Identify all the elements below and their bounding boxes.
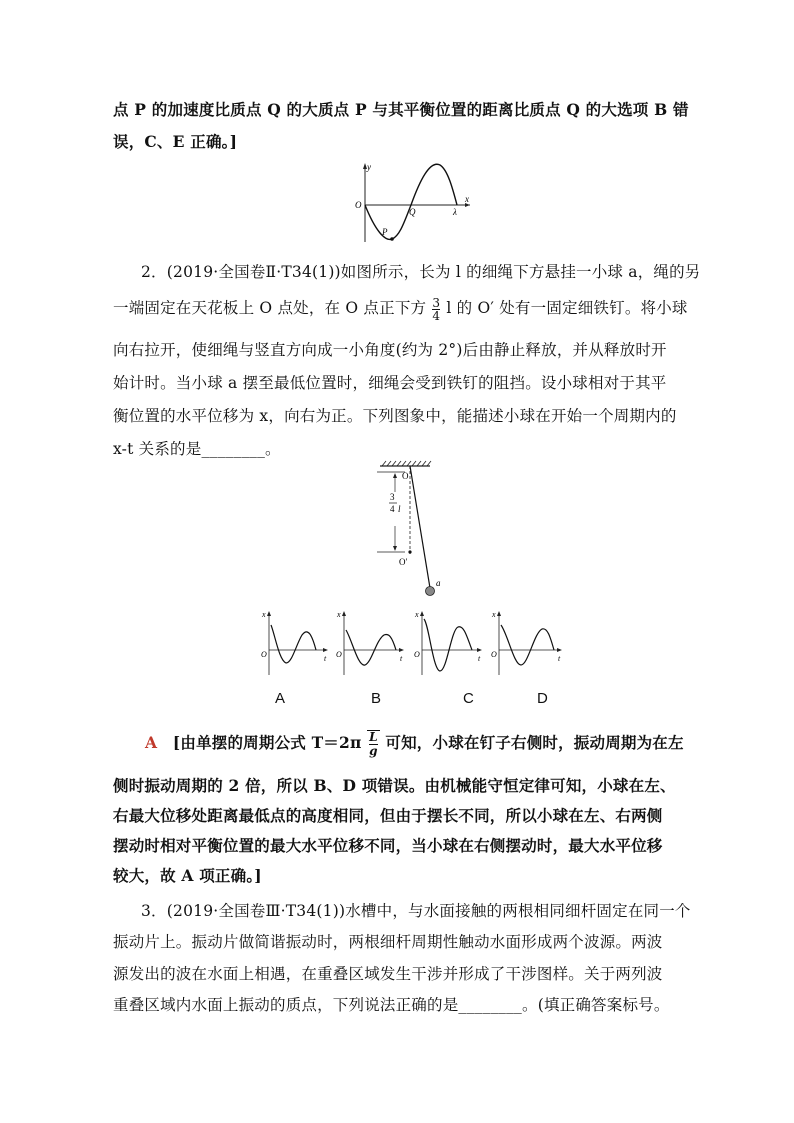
option-graphs xyxy=(258,605,568,680)
solution1-line2: 误，C、E 正确。] xyxy=(113,132,238,151)
question2-line3: 向右拉开，使细绳与竖直方向成一小角度(约为 2°)后由静止释放，并从释放时开 xyxy=(113,341,667,359)
solution2-line3: 右最大位移处距离最低点的高度相同，但由于摆长不同，所以小球在左、右两侧 xyxy=(113,806,663,825)
option-label-b: B xyxy=(371,690,382,707)
question2-line2 xyxy=(113,296,688,322)
wave-curve xyxy=(365,164,457,239)
point-p xyxy=(390,237,394,241)
wave-q-label: Q xyxy=(409,207,416,217)
question3-line2: 振动片上。振动片做简谐振动时，两根细杆周期性触动水面形成两个波源。两波 xyxy=(113,933,663,951)
graph-a xyxy=(261,610,328,675)
pend-frac-den: 4 xyxy=(390,504,395,514)
pendulum-ball xyxy=(426,587,435,596)
svg-text:O: O xyxy=(491,650,497,659)
solution2-line5: 较大，故 A 项正确。] xyxy=(113,866,262,885)
graph-b xyxy=(336,610,404,675)
svg-text:x: x xyxy=(262,610,266,619)
dim-arrow-bottom xyxy=(393,546,397,551)
pend-o-label: O xyxy=(402,471,409,481)
question2-line2-post: l 的 O′ 处有一固定细铁钉。将小球 xyxy=(446,299,688,317)
wave-origin-label: O xyxy=(355,200,362,210)
question2-line5: 衡位置的水平位移为 x，向右为正。下列图象中，能描述小球在开始一个周期内的 xyxy=(113,407,677,425)
question2-line2-pre: 一端固定在天花板上 O 点处，在 O 点正下方 xyxy=(113,299,427,317)
sqrt-den: g xyxy=(369,744,378,758)
sqrt-fraction xyxy=(367,730,380,758)
pend-frac-num: 3 xyxy=(390,492,395,502)
svg-text:t: t xyxy=(558,654,561,663)
pend-l-label: l xyxy=(398,504,401,514)
svg-text:x: x xyxy=(492,610,496,619)
pendulum-figure xyxy=(365,460,465,602)
question2-frac-den: 4 xyxy=(432,308,441,323)
pend-oprime-label: O′ xyxy=(399,557,408,567)
pendulum-string xyxy=(410,466,430,588)
solution2-line1 xyxy=(145,730,684,758)
wave-lambda-label: λ xyxy=(453,207,457,217)
wave-x-label: x xyxy=(465,194,469,204)
graph-c xyxy=(414,610,482,675)
question2-line1: 2．(2019·全国卷Ⅱ·T34(1))如图所示，长为 l 的细绳下方悬挂一小球 a，绳的另 xyxy=(141,263,701,281)
wave-figure xyxy=(345,160,475,245)
pend-ball-label: a xyxy=(436,578,441,588)
svg-text:t: t xyxy=(324,654,327,663)
option-label-d: D xyxy=(537,690,548,707)
question2-fraction xyxy=(432,297,440,322)
svg-text:t: t xyxy=(400,654,403,663)
solution2-line1-post: 可知，小球在钉子右侧时，振动周期为在左 xyxy=(385,733,684,752)
svg-text:O: O xyxy=(414,650,420,659)
question2-frac-num: 3 xyxy=(432,295,441,310)
question2-line6: x-t 关系的是________。 xyxy=(113,440,281,458)
wave-y-label: y xyxy=(367,162,371,172)
sqrt-num: L xyxy=(369,730,378,744)
svg-text:x: x xyxy=(415,610,419,619)
solution2-line1-pre: [由单摆的周期公式 T＝2π xyxy=(172,733,362,752)
dim-arrow-top xyxy=(393,473,397,478)
solution2-line2: 侧时振动周期的 2 倍，所以 B、D 项错误。由机械能守恒定律可知，小球在左、 xyxy=(113,776,676,795)
svg-text:t: t xyxy=(478,654,481,663)
wave-p-label: P xyxy=(382,227,388,237)
svg-text:O: O xyxy=(261,650,267,659)
question3-line3: 源发出的波在水面上相遇，在重叠区域发生干涉并形成了干涉图样。关于两列波 xyxy=(113,965,663,983)
question2-line4: 始计时。当小球 a 摆至最低位置时，细绳会受到铁钉的阻挡。设小球相对于其平 xyxy=(113,374,667,392)
option-label-c: C xyxy=(463,690,474,707)
svg-text:O: O xyxy=(336,650,342,659)
question3-line4: 重叠区域内水面上振动的质点，下列说法正确的是________。(填正确答案标号。 xyxy=(113,996,670,1014)
question3-line1: 3．(2019·全国卷Ⅲ·T34(1))水槽中，与水面接触的两根相同细杆固定在同一个 xyxy=(141,902,691,920)
option-label-a: A xyxy=(275,690,286,707)
nail-point xyxy=(408,550,411,553)
solution2-line4: 摆动时相对平衡位置的最大水平位移不同，当小球在右侧摆动时，最大水平位移 xyxy=(113,836,663,855)
graph-d xyxy=(491,610,562,675)
answer-letter: A xyxy=(145,733,158,752)
solution1-line1: 点 P 的加速度比质点 Q 的大质点 P 与其平衡位置的距离比质点 Q 的大选项 B 错 xyxy=(113,100,689,119)
ceiling-hatch xyxy=(382,461,431,466)
svg-text:x: x xyxy=(337,610,341,619)
